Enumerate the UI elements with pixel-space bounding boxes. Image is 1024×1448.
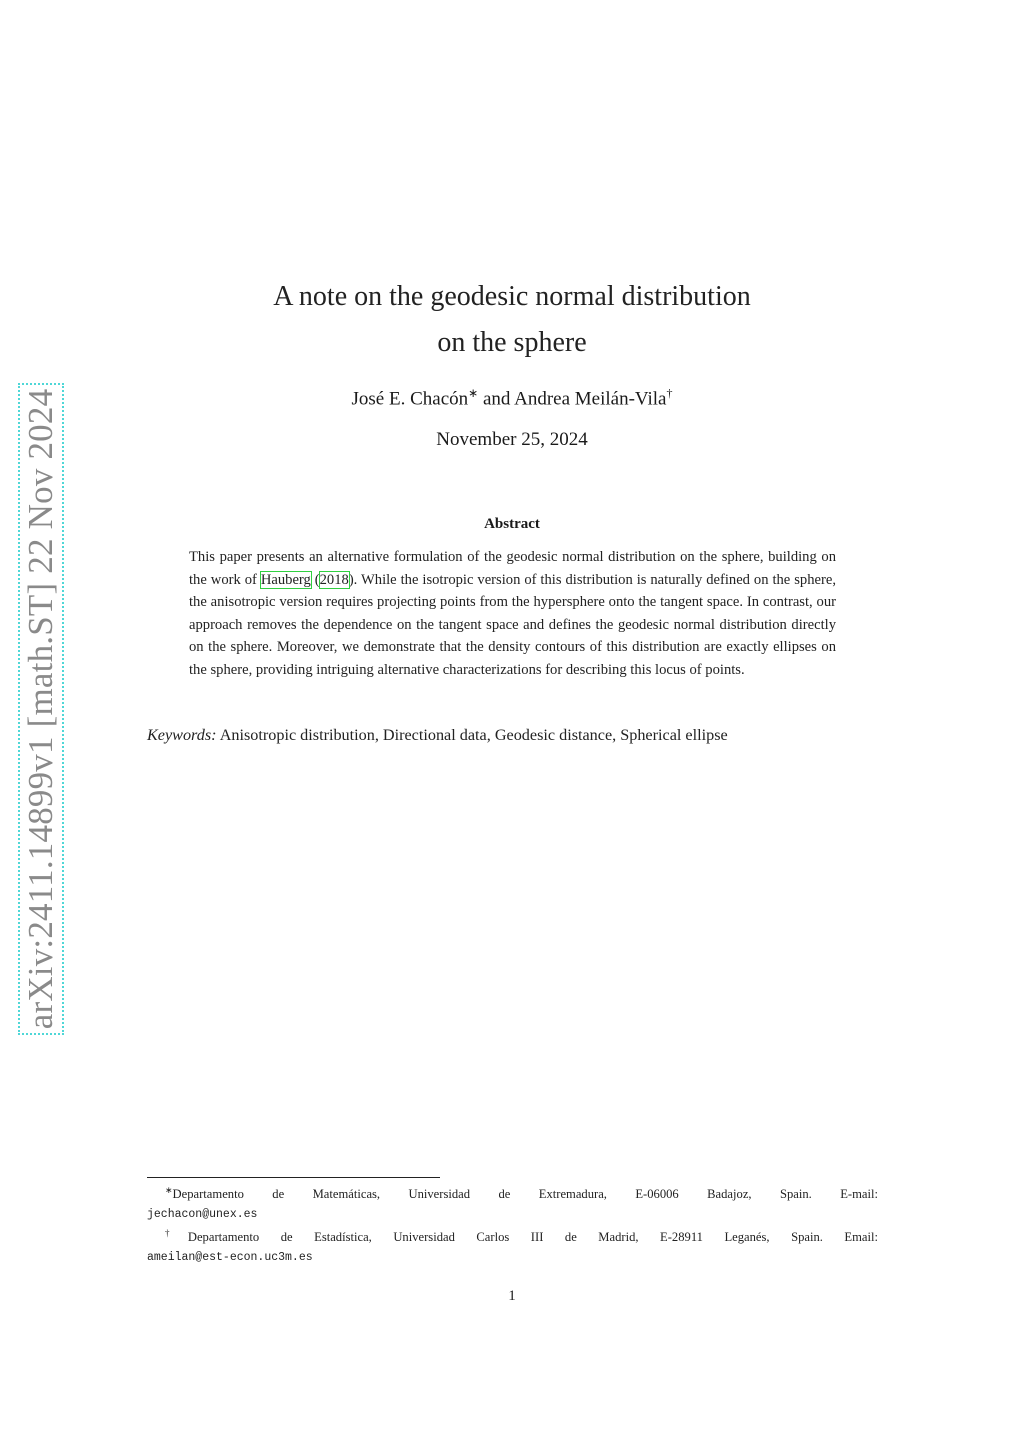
email-link[interactable]: ameilan@est-econ.uc3m.es: [147, 1250, 313, 1264]
arxiv-identifier[interactable]: arXiv:2411.14899v1 [math.ST] 22 Nov 2024: [21, 388, 60, 1030]
footnote-rule: [147, 1177, 440, 1178]
footnote-mark: †: [165, 1228, 188, 1239]
paper-title-line-1: A note on the geodesic normal distribution: [273, 281, 751, 312]
abstract-heading: Abstract: [484, 516, 540, 532]
page-number: 1: [508, 1288, 516, 1304]
author-list: [0, 386, 1024, 410]
footnote-2: [147, 1224, 878, 1267]
footnote-mark[interactable]: †: [666, 386, 673, 400]
footnote-mark[interactable]: ∗: [468, 386, 479, 400]
author-name: Andrea Meilán-Vila: [514, 388, 667, 410]
abstract-body: [189, 546, 836, 681]
email-link[interactable]: jechacon@unex.es: [147, 1207, 258, 1221]
citation-link-year[interactable]: 2018: [319, 571, 349, 588]
publication-date: November 25, 2024: [436, 429, 588, 450]
author-name: José E. Chacón: [351, 388, 469, 410]
footnote-1: [147, 1181, 878, 1224]
author-connector: and: [478, 388, 515, 410]
footnote-text: Departamento de Estadística, Universidad Carlos III de Madrid, E-28911 Leganés, Spain. Email:: [187, 1230, 878, 1245]
footnote-mark: ∗: [165, 1185, 173, 1195]
keywords: [147, 726, 887, 745]
keywords-list: Anisotropic distribution, Directional data, Geodesic distance, Spherical ellipse: [219, 726, 728, 744]
arxiv-sidebar-stamp[interactable]: [18, 383, 64, 1035]
abstract-text: This paper presents an alternative formulation of the geodesic normal distribution on the sphere, building on the work of: [189, 549, 836, 588]
footnotes: [147, 1181, 878, 1267]
footnote-text: Departamento de Matemáticas, Universidad de Extremadura, E-06006 Badajoz, Spain. E-mail:: [172, 1187, 878, 1202]
paper-title-line-2: on the sphere: [437, 327, 587, 358]
citation-link-author[interactable]: Hauberg: [260, 571, 311, 588]
keywords-label: Keywords:: [147, 726, 217, 744]
citation-paren: (: [310, 571, 320, 588]
abstract-text: ). While the isotropic version of this distribution is naturally defined on the sphere, the anisotropic version requires projecting points from the hypersphere onto the tangent space. In contrast, our approach removes the dependence on the tangent space and defines the geodesic normal distribution directly on the sphere. Moreover, we demonstrate that the density contours of this distribution are exactly ellipses on the sphere, providing intriguing alternative characterizations for describing this locus of points.: [189, 571, 836, 678]
